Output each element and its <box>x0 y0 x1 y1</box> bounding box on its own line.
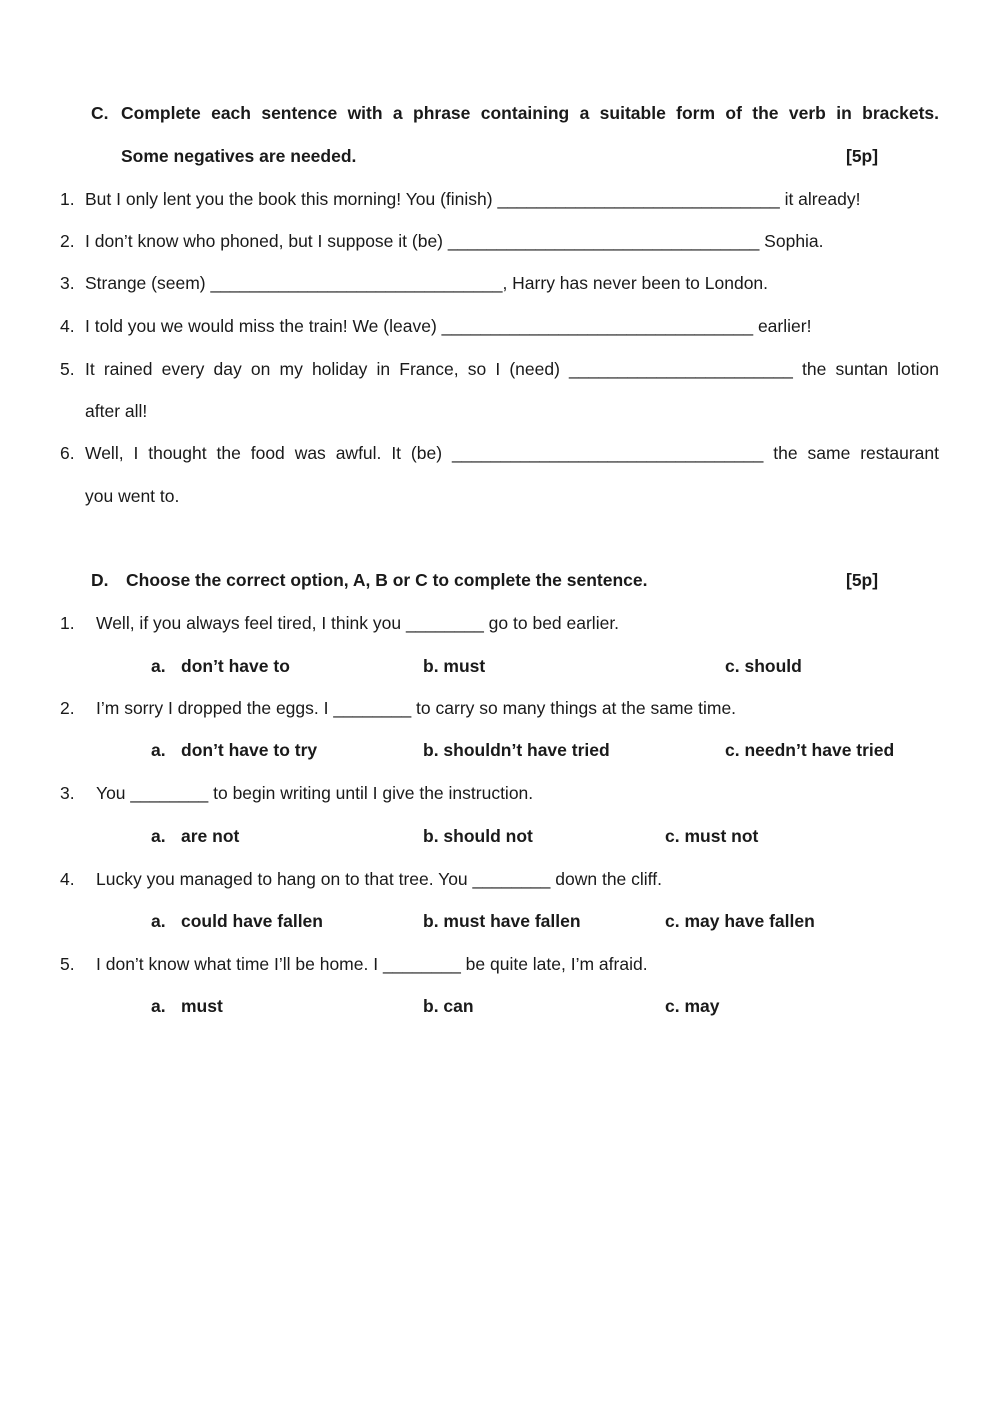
section-c-instruction-line1: Complete each sentence with a phrase containing a suitable form of the verb in brackets. <box>121 103 939 123</box>
item-number: 5. <box>60 359 75 379</box>
item-text: Strange (seem) ______________________________, Harry has never been to London. <box>85 273 769 293</box>
option-a[interactable]: don’t have to try <box>181 740 318 760</box>
item-text-continued: you went to. <box>85 486 180 506</box>
option-a-label: a. <box>151 826 166 846</box>
item-text: It rained every day on my holiday in France, so I (need) _______________________ the suntan lotion <box>85 359 939 379</box>
question-number: 2. <box>60 698 75 718</box>
question-text: Lucky you managed to hang on to that tree. You ________ down the cliff. <box>96 869 662 889</box>
option-c[interactable]: c. may have fallen <box>665 911 815 931</box>
item-text-continued: after all! <box>85 401 148 421</box>
option-a[interactable]: are not <box>181 826 240 846</box>
section-c-points: [5p] <box>846 146 879 166</box>
option-c[interactable]: c. may <box>665 996 720 1016</box>
option-c[interactable]: c. must not <box>665 826 759 846</box>
option-a-label: a. <box>151 996 166 1016</box>
item-text: But I only lent you the book this morning! You (finish) _____________________________ it already! <box>85 189 861 209</box>
option-c[interactable]: c. should <box>725 656 802 676</box>
question-text: I’m sorry I dropped the eggs. I ________ to carry so many things at the same time. <box>96 698 737 718</box>
item-text: Well, I thought the food was awful. It (be) ________________________________ the same restaurant <box>85 443 939 463</box>
section-d-letter: D. <box>91 570 109 590</box>
option-b[interactable]: b. must <box>423 656 486 676</box>
question-number: 3. <box>60 783 75 803</box>
item-number: 2. <box>60 231 75 251</box>
option-b[interactable]: b. can <box>423 996 474 1016</box>
question-text: I don’t know what time I’ll be home. I ________ be quite late, I’m afraid. <box>96 954 648 974</box>
option-a-label: a. <box>151 656 166 676</box>
option-a[interactable]: must <box>181 996 223 1016</box>
option-c[interactable]: c. needn’t have tried <box>725 740 895 760</box>
option-a[interactable]: could have fallen <box>181 911 323 931</box>
option-b[interactable]: b. must have fallen <box>423 911 581 931</box>
question-number: 4. <box>60 869 75 889</box>
question-number: 5. <box>60 954 75 974</box>
item-text: I told you we would miss the train! We (leave) ________________________________ earlier! <box>85 316 812 336</box>
question-number: 1. <box>60 613 75 633</box>
section-d-instruction: Choose the correct option, A, B or C to complete the sentence. <box>126 570 648 590</box>
item-number: 3. <box>60 273 75 293</box>
section-d-points: [5p] <box>846 570 879 590</box>
section-c-instruction-line2: Some negatives are needed. <box>121 146 357 166</box>
section-c-letter: C. <box>91 103 109 123</box>
option-a-label: a. <box>151 911 166 931</box>
option-b[interactable]: b. shouldn’t have tried <box>423 740 610 760</box>
item-number: 1. <box>60 189 75 209</box>
item-text: I don’t know who phoned, but I suppose it (be) ________________________________ Sophia. <box>85 231 824 251</box>
option-a[interactable]: don’t have to <box>181 656 290 676</box>
item-number: 6. <box>60 443 75 463</box>
question-text: You ________ to begin writing until I give the instruction. <box>96 783 534 803</box>
option-a-label: a. <box>151 740 166 760</box>
question-text: Well, if you always feel tired, I think you ________ go to bed earlier. <box>96 613 620 633</box>
item-number: 4. <box>60 316 75 336</box>
option-b[interactable]: b. should not <box>423 826 533 846</box>
